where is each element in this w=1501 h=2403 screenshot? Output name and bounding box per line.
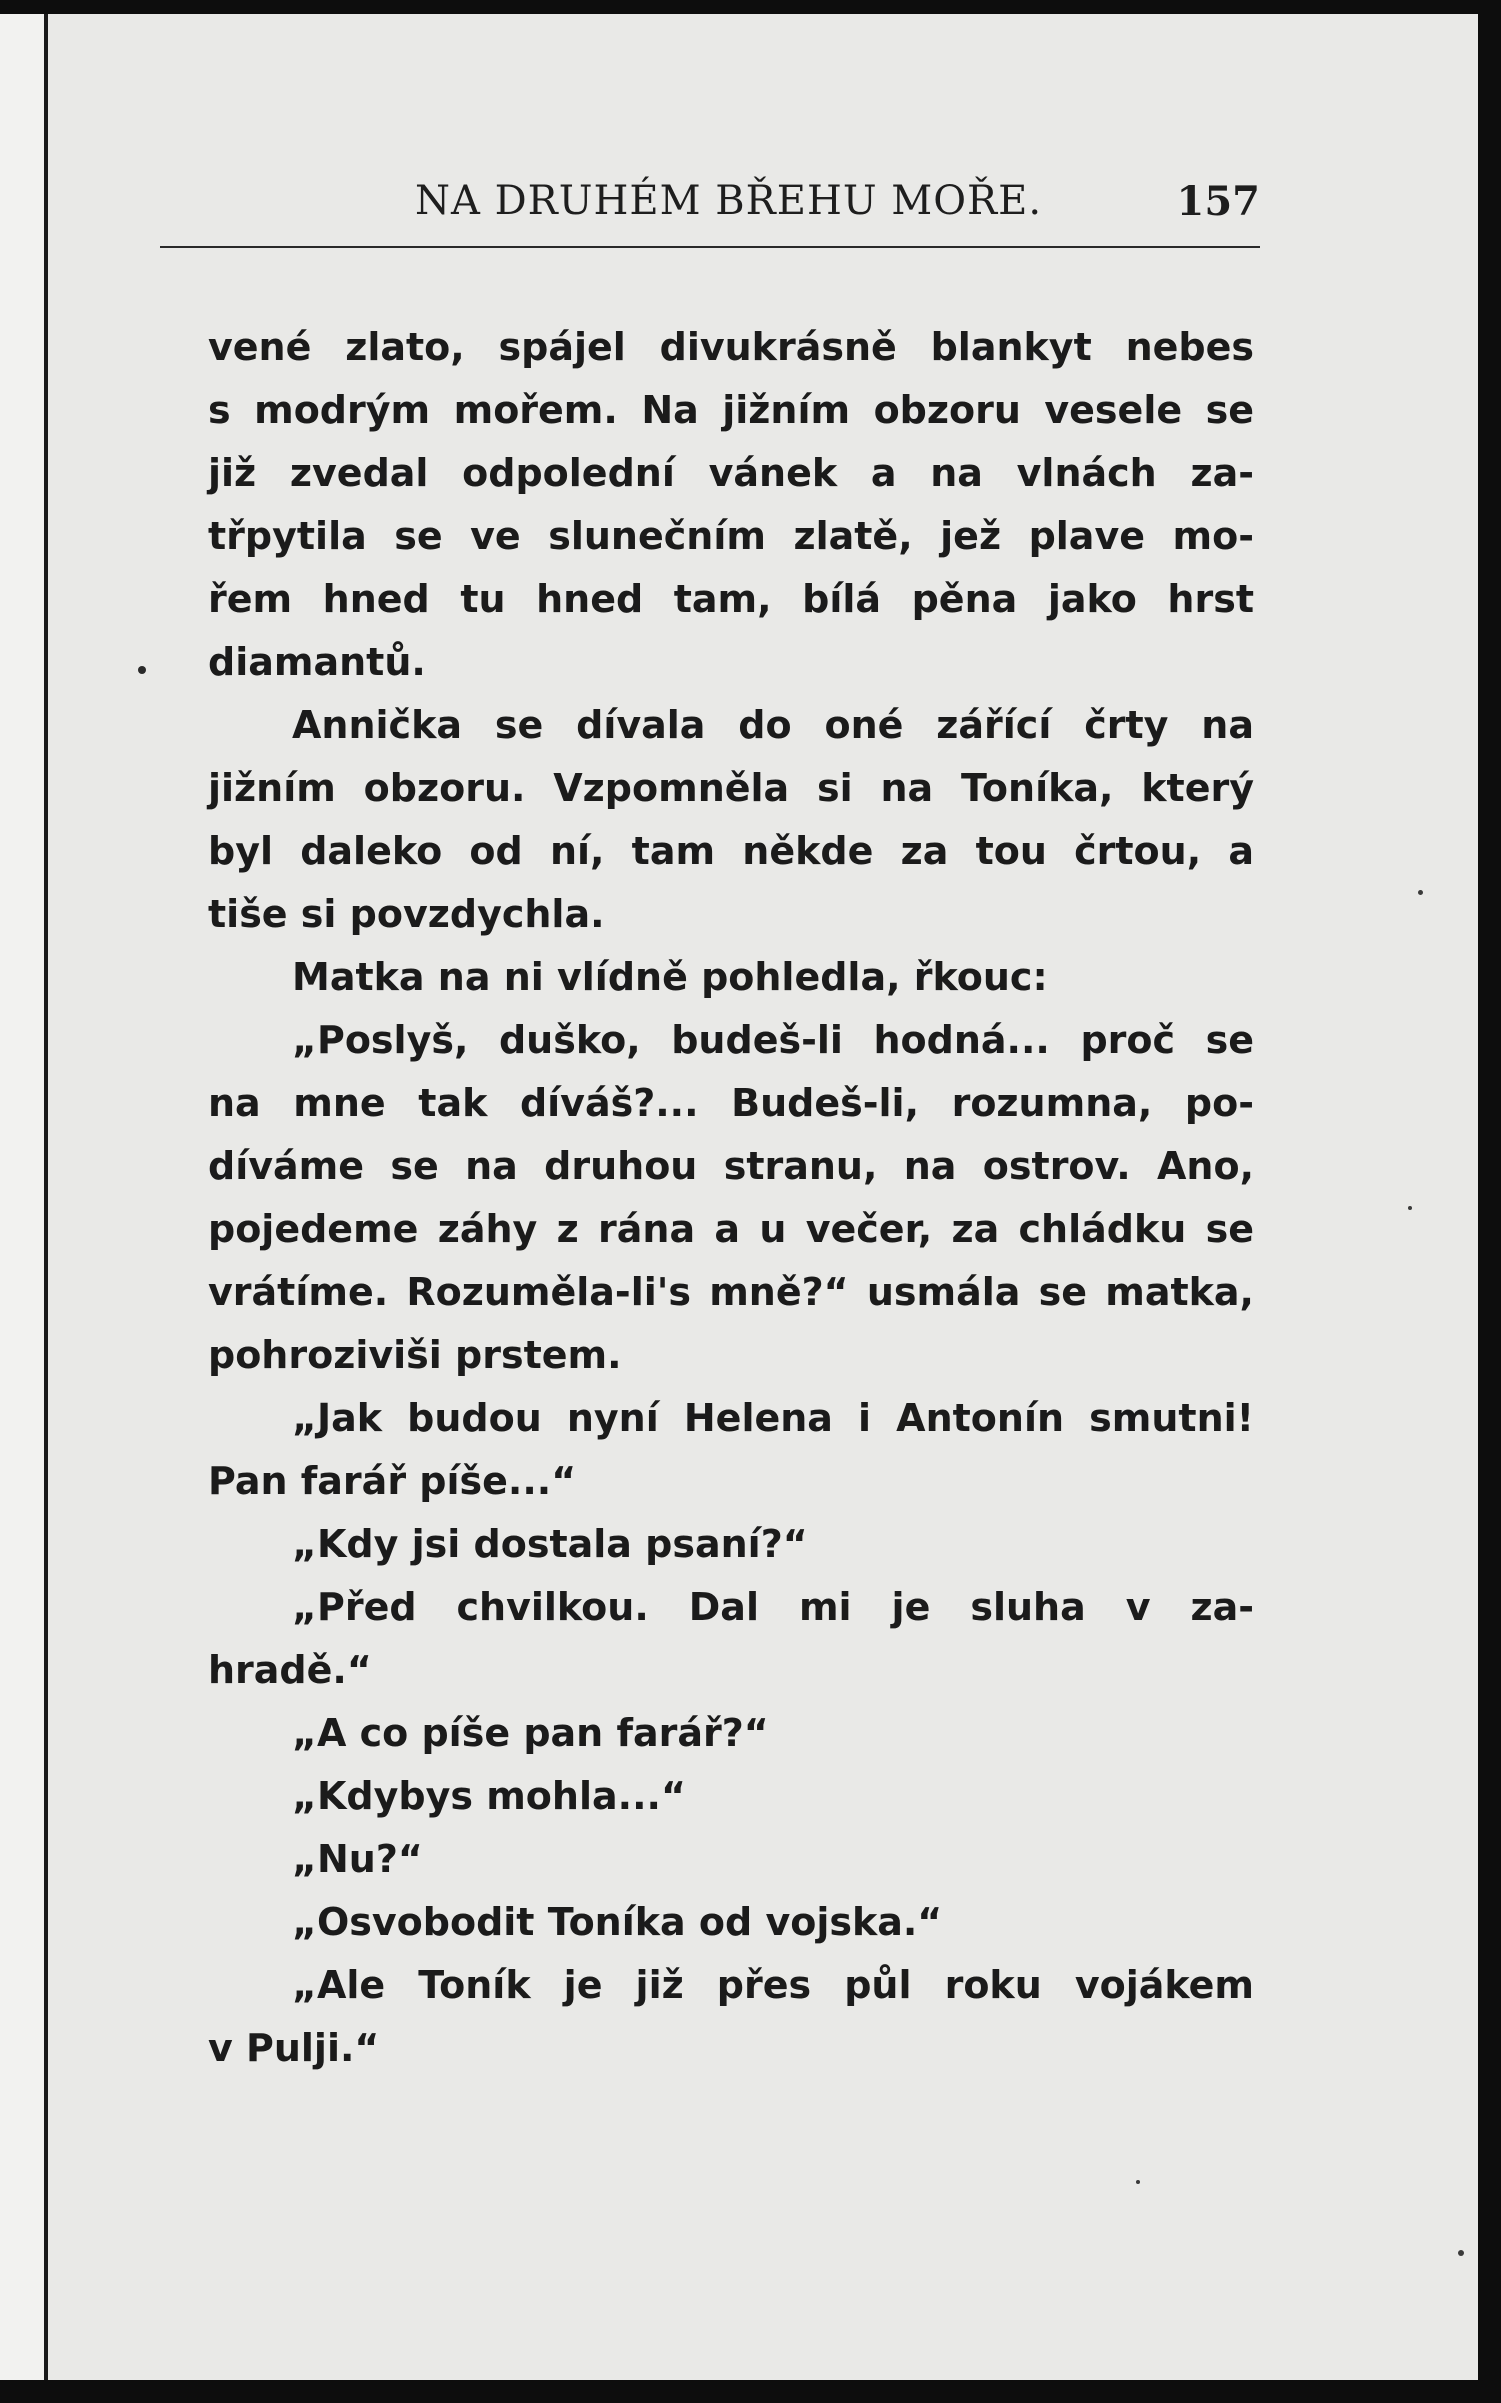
text-line: jižním obzoru. Vzpomněla si na Toníka, který xyxy=(208,766,1254,810)
body-text xyxy=(160,316,1260,2080)
text-line: Matka na ni vlídně pohledla, řkouc: xyxy=(292,955,1048,999)
text-line: „Kdybys mohla...“ xyxy=(292,1774,686,1818)
text-line: diamantů. xyxy=(208,640,426,684)
text-line: s modrým mořem. Na jižním obzoru vesele se xyxy=(208,388,1254,432)
text-line: již zvedal odpolední vánek a na vlnách za- xyxy=(208,451,1254,495)
text-line: „A co píše pan farář?“ xyxy=(292,1711,769,1755)
text-line: vené zlato, spájel divukrásně blankyt nebes xyxy=(208,325,1254,369)
paper-speck xyxy=(1136,2180,1140,2184)
header-rule xyxy=(160,246,1260,248)
text-line: hradě.“ xyxy=(208,1648,372,1692)
text-line: „Osvobodit Toníka od vojska.“ xyxy=(292,1900,943,1944)
page-edge-left xyxy=(0,14,48,2380)
text-line: „Před chvilkou. Dal mi je sluha v za- xyxy=(292,1585,1254,1629)
text-line: řem hned tu hned tam, bílá pěna jako hrst xyxy=(208,577,1254,621)
text-line: Pan farář píše...“ xyxy=(208,1459,577,1503)
text-line: vrátíme. Rozuměla-li's mně?“ usmála se matka, xyxy=(208,1270,1254,1314)
text-line: „Jak budou nyní Helena i Antonín smutni! xyxy=(292,1396,1254,1440)
page-number: 157 xyxy=(1176,178,1260,225)
paper-speck xyxy=(1458,2250,1464,2256)
running-title: NA DRUHÉM BŘEHU MOŘE. xyxy=(415,178,1043,224)
text-line: „Nu?“ xyxy=(292,1837,423,1881)
page-header xyxy=(160,178,1260,234)
text-line: „Ale Toník je již přes půl roku vojákem xyxy=(292,1963,1254,2007)
text-line: tiše si povzdychla. xyxy=(208,892,605,936)
text-line: byl daleko od ní, tam někde za tou črtou, a xyxy=(208,829,1254,873)
text-line: Annička se dívala do oné zářící črty na xyxy=(292,703,1254,747)
text-line: na mne tak díváš?... Budeš-li, rozumna, po- xyxy=(208,1081,1254,1125)
text-line: pohroziviši prstem. xyxy=(208,1333,622,1377)
text-line: v Pulji.“ xyxy=(208,2026,380,2070)
text-line: „Kdy jsi dostala psaní?“ xyxy=(292,1522,808,1566)
paper-speck xyxy=(1418,890,1423,895)
paper-speck xyxy=(1408,1206,1412,1210)
print-mark xyxy=(138,666,146,674)
text-line: „Poslyš, duško, budeš-li hodná... proč se xyxy=(292,1018,1254,1062)
text-line: pojedeme záhy z rána a u večer, za chládku se xyxy=(208,1207,1254,1251)
text-line: díváme se na druhou stranu, na ostrov. Ano, xyxy=(208,1144,1254,1188)
text-line: třpytila se ve slunečním zlatě, jež plave mo- xyxy=(208,514,1254,558)
